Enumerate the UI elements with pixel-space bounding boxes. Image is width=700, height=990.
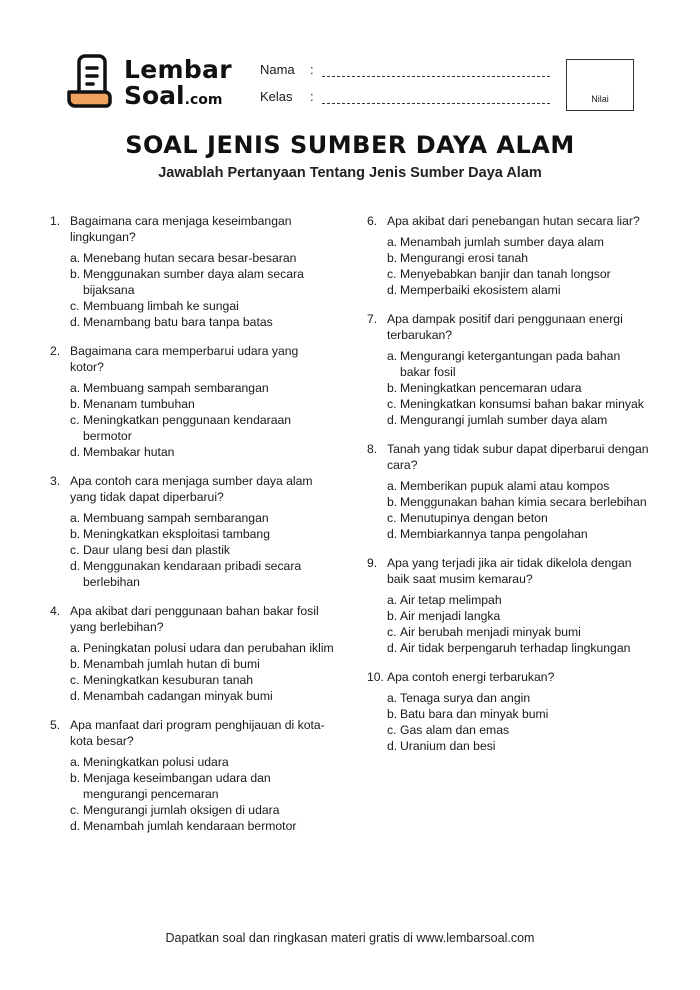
- option-letter: b.: [387, 707, 398, 721]
- option-text: Batu bara dan minyak bumi: [400, 707, 549, 721]
- brand-line2-suffix: .com: [184, 92, 223, 108]
- option-text: Menambah jumlah sumber daya alam: [400, 235, 604, 249]
- option-text: Memberikan pupuk alami atau kompos: [400, 479, 610, 493]
- option-text: Menambah jumlah kendaraan bermotor: [83, 819, 297, 833]
- question-number: 1.: [50, 214, 61, 228]
- option-text: Mengurangi erosi tanah: [400, 251, 529, 265]
- option-letter: d.: [387, 527, 398, 541]
- question-number: 8.: [367, 442, 378, 456]
- question-number: 5.: [50, 718, 61, 732]
- option-text: Membuang limbah ke sungai: [83, 299, 239, 313]
- answer-option[interactable]: [387, 608, 652, 624]
- option-letter: c.: [70, 803, 80, 817]
- class-line[interactable]: [322, 97, 550, 104]
- option-text: Menambah cadangan minyak bumi: [83, 689, 273, 703]
- option-text: Tenaga surya dan angin: [400, 691, 531, 705]
- option-letter: c.: [387, 267, 397, 281]
- brand-line2-main: Soal: [124, 81, 185, 110]
- option-letter: d.: [387, 641, 398, 655]
- option-letter: a.: [387, 479, 398, 493]
- answer-option[interactable]: [387, 510, 652, 526]
- answer-option[interactable]: [387, 234, 652, 250]
- option-text: Menambah jumlah hutan di bumi: [83, 657, 260, 671]
- score-box[interactable]: [566, 59, 634, 111]
- answer-option[interactable]: [387, 380, 652, 396]
- class-colon: :: [310, 89, 314, 104]
- question-item: [50, 717, 335, 834]
- answer-option[interactable]: [70, 412, 335, 444]
- answer-option[interactable]: [70, 250, 335, 266]
- option-letter: b.: [387, 381, 398, 395]
- option-letter: b.: [70, 397, 81, 411]
- option-letter: c.: [70, 543, 80, 557]
- option-text: Meningkatkan pencemaran udara: [400, 381, 582, 395]
- name-line[interactable]: [322, 70, 550, 77]
- brand-wordmark: [124, 56, 232, 113]
- option-text: Mengurangi jumlah sumber daya alam: [400, 413, 608, 427]
- option-letter: d.: [70, 445, 81, 459]
- option-letter: a.: [387, 235, 398, 249]
- option-text: Menggunakan sumber daya alam secara bijaksana: [83, 267, 304, 297]
- option-letter: c.: [70, 299, 80, 313]
- question-item: [367, 555, 652, 656]
- option-letter: d.: [70, 315, 81, 329]
- question-text: Apa akibat dari penggunaan bahan bakar fosil yang berlebihan?: [70, 604, 319, 634]
- answer-option[interactable]: [70, 380, 335, 396]
- answer-option[interactable]: [70, 266, 335, 298]
- answer-options: [367, 348, 652, 428]
- question-item: [50, 603, 335, 704]
- option-text: Gas alam dan emas: [400, 723, 510, 737]
- option-letter: a.: [70, 251, 81, 265]
- document-icon: [66, 54, 122, 110]
- option-letter: c.: [387, 511, 397, 525]
- answer-option[interactable]: [70, 314, 335, 330]
- option-letter: a.: [70, 641, 81, 655]
- answer-option[interactable]: [70, 754, 335, 770]
- option-text: Menyebabkan banjir dan tanah longsor: [400, 267, 611, 281]
- option-letter: c.: [70, 413, 80, 427]
- answer-option[interactable]: [387, 592, 652, 608]
- answer-option[interactable]: [70, 770, 335, 802]
- question-number: 9.: [367, 556, 378, 570]
- question-item: [367, 669, 652, 754]
- answer-option[interactable]: [387, 412, 652, 428]
- answer-option[interactable]: [387, 494, 652, 510]
- option-text: Membiarkannya tanpa pengolahan: [400, 527, 588, 541]
- option-letter: c.: [387, 397, 397, 411]
- answer-option[interactable]: [70, 656, 335, 672]
- option-letter: b.: [387, 609, 398, 623]
- option-text: Menggunakan kendaraan pribadi secara berlebihan: [83, 559, 302, 589]
- name-colon: :: [310, 62, 314, 77]
- option-text: Air menjadi langka: [400, 609, 501, 623]
- option-text: Mengurangi jumlah oksigen di udara: [83, 803, 280, 817]
- brand-line2: [124, 83, 232, 113]
- option-text: Air berubah menjadi minyak bumi: [400, 625, 581, 639]
- answer-option[interactable]: [387, 722, 652, 738]
- answer-option[interactable]: [387, 690, 652, 706]
- answer-option[interactable]: [70, 672, 335, 688]
- answer-options: [50, 510, 335, 590]
- option-letter: d.: [387, 413, 398, 427]
- option-text: Peningkatan polusi udara dan perubahan iklim: [83, 641, 334, 655]
- answer-option[interactable]: [70, 542, 335, 558]
- footer-note: Dapatkan soal dan ringkasan materi gratis di www.lembarsoal.com: [165, 931, 535, 945]
- option-text: Meningkatkan kesuburan tanah: [83, 673, 254, 687]
- option-letter: a.: [70, 511, 81, 525]
- answer-options: [50, 640, 335, 704]
- answer-options: [367, 690, 652, 754]
- answer-option[interactable]: [387, 526, 652, 542]
- question-number: 2.: [50, 344, 61, 358]
- answer-option[interactable]: [70, 802, 335, 818]
- option-text: Menutupinya dengan beton: [400, 511, 548, 525]
- question-item: [50, 343, 335, 460]
- option-letter: a.: [387, 349, 398, 363]
- option-text: Membakar hutan: [83, 445, 175, 459]
- option-text: Menggunakan bahan kimia secara berlebihan: [400, 495, 647, 509]
- option-letter: c.: [387, 723, 397, 737]
- option-letter: c.: [387, 625, 397, 639]
- page-subtitle: Jawablah Pertanyaan Tentang Jenis Sumber Daya Alam: [158, 165, 542, 181]
- question-item: [367, 441, 652, 542]
- questions-right-column: [367, 213, 652, 767]
- question-number: 3.: [50, 474, 61, 488]
- question-number: 7.: [367, 312, 378, 326]
- option-text: Meningkatkan polusi udara: [83, 755, 229, 769]
- answer-option[interactable]: [387, 396, 652, 412]
- answer-options: [50, 380, 335, 460]
- option-letter: b.: [70, 657, 81, 671]
- option-letter: a.: [387, 691, 398, 705]
- question-text: Bagaimana cara menjaga keseimbangan lingkungan?: [70, 214, 292, 244]
- option-text: Meningkatkan eksploitasi tambang: [83, 527, 270, 541]
- answer-option[interactable]: [387, 640, 652, 656]
- option-text: Menjaga keseimbangan udara dan mengurangi pencemaran: [83, 771, 271, 801]
- option-text: Menambang batu bara tanpa batas: [83, 315, 273, 329]
- answer-option[interactable]: [70, 688, 335, 704]
- answer-option[interactable]: [70, 640, 335, 656]
- answer-option[interactable]: [70, 510, 335, 526]
- option-letter: b.: [387, 251, 398, 265]
- question-text: Apa akibat dari penebangan hutan secara liar?: [387, 214, 640, 228]
- option-letter: a.: [387, 593, 398, 607]
- answer-option[interactable]: [387, 624, 652, 640]
- answer-option[interactable]: [70, 526, 335, 542]
- option-letter: d.: [70, 689, 81, 703]
- question-number: 4.: [50, 604, 61, 618]
- option-letter: a.: [70, 755, 81, 769]
- option-text: Meningkatkan konsumsi bahan bakar minyak: [400, 397, 644, 411]
- option-text: Membuang sampah sembarangan: [83, 511, 269, 525]
- page-title: SOAL JENIS SUMBER DAYA ALAM: [125, 131, 575, 159]
- option-letter: b.: [70, 267, 81, 281]
- answer-option[interactable]: [387, 250, 652, 266]
- option-letter: b.: [70, 771, 81, 785]
- question-item: [367, 213, 652, 298]
- option-letter: d.: [70, 819, 81, 833]
- question-item: [50, 473, 335, 590]
- class-label: Kelas: [260, 89, 293, 104]
- option-letter: c.: [70, 673, 80, 687]
- question-number: 6.: [367, 214, 378, 228]
- option-text: Menanam tumbuhan: [83, 397, 195, 411]
- answer-options: [367, 592, 652, 656]
- question-text: Apa contoh cara menjaga sumber daya alam yang tidak dapat diperbarui?: [70, 474, 313, 504]
- answer-option[interactable]: [387, 348, 652, 380]
- question-text: Apa dampak positif dari penggunaan energi terbarukan?: [387, 312, 623, 342]
- answer-options: [50, 754, 335, 834]
- answer-option[interactable]: [70, 298, 335, 314]
- option-letter: d.: [70, 559, 81, 573]
- question-text: Apa contoh energi terbarukan?: [387, 670, 555, 684]
- option-text: Air tidak berpengaruh terhadap lingkungan: [400, 641, 631, 655]
- question-text: Apa manfaat dari program penghijauan di kota-kota besar?: [70, 718, 325, 748]
- answer-option[interactable]: [70, 396, 335, 412]
- answer-options: [367, 478, 652, 542]
- option-text: Membuang sampah sembarangan: [83, 381, 269, 395]
- score-label: Nilai: [591, 94, 609, 104]
- brand-line1: Lembar: [124, 55, 232, 84]
- option-letter: d.: [387, 283, 398, 297]
- answer-option[interactable]: [70, 818, 335, 834]
- answer-option[interactable]: [70, 558, 335, 590]
- option-letter: b.: [70, 527, 81, 541]
- answer-option[interactable]: [387, 478, 652, 494]
- name-label: Nama: [260, 62, 295, 77]
- question-item: [50, 213, 335, 330]
- question-text: Apa yang terjadi jika air tidak dikelola dengan baik saat musim kemarau?: [387, 556, 632, 586]
- option-letter: b.: [387, 495, 398, 509]
- answer-options: [50, 250, 335, 330]
- question-item: [367, 311, 652, 428]
- answer-option[interactable]: [70, 444, 335, 460]
- answer-option[interactable]: [387, 706, 652, 722]
- brand-logo: [66, 54, 232, 114]
- option-letter: d.: [387, 739, 398, 753]
- option-text: Meningkatkan penggunaan kendaraan bermotor: [83, 413, 292, 443]
- option-letter: a.: [70, 381, 81, 395]
- question-number: 10.: [367, 670, 384, 684]
- question-text: Bagaimana cara memperbarui udara yang kotor?: [70, 344, 299, 374]
- option-text: Memperbaiki ekosistem alami: [400, 283, 561, 297]
- option-text: Menebang hutan secara besar-besaran: [83, 251, 297, 265]
- option-text: Mengurangi ketergantungan pada bahan bakar fosil: [400, 349, 621, 379]
- answer-option[interactable]: [387, 738, 652, 754]
- questions-left-column: [50, 213, 335, 847]
- answer-option[interactable]: [387, 282, 652, 298]
- answer-options: [367, 234, 652, 298]
- option-text: Air tetap melimpah: [400, 593, 502, 607]
- question-text: Tanah yang tidak subur dapat diperbarui dengan cara?: [387, 442, 649, 472]
- option-text: Daur ulang besi dan plastik: [83, 543, 231, 557]
- option-text: Uranium dan besi: [400, 739, 496, 753]
- answer-option[interactable]: [387, 266, 652, 282]
